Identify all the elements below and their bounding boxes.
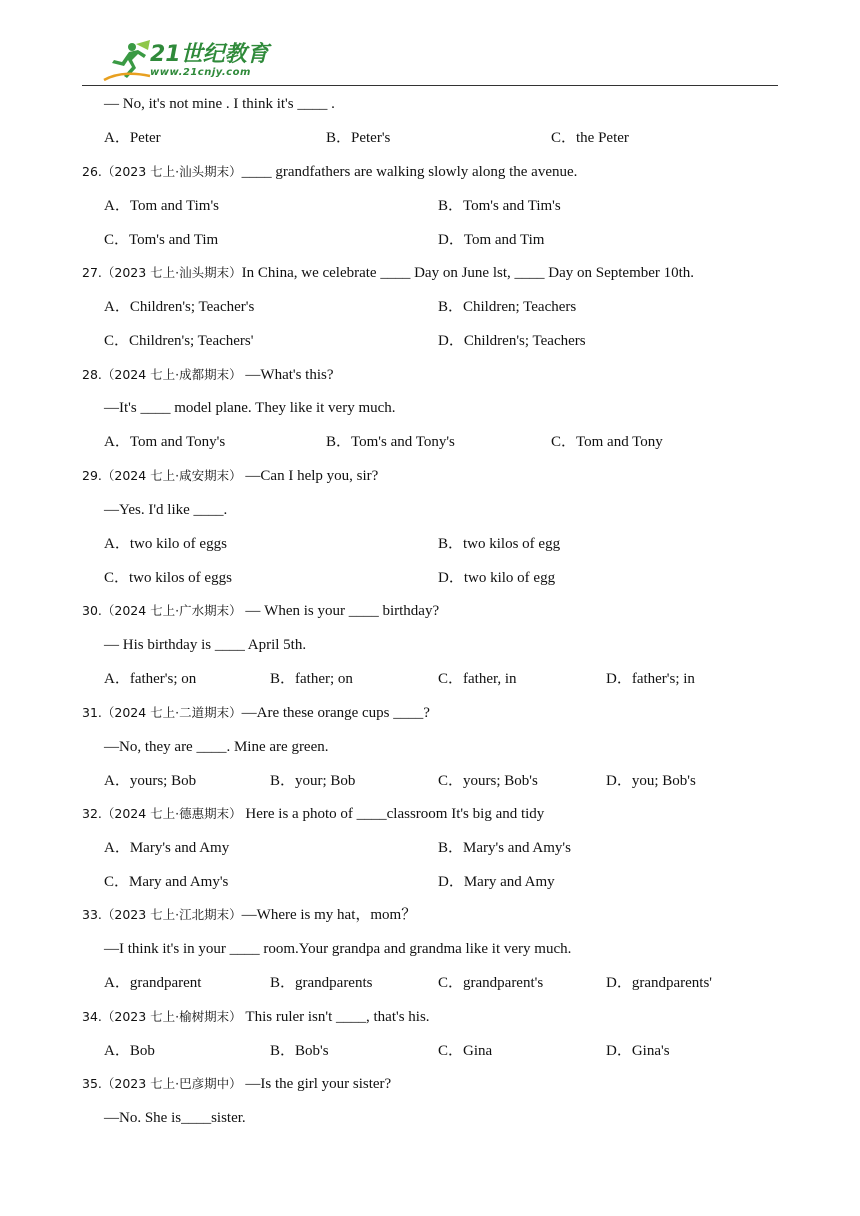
q33-option-a: A．grandparent (104, 975, 202, 991)
q25-option-a: A．Peter (104, 130, 161, 146)
question-30-line-2: — His birthday is ____ April 5th. (104, 637, 307, 653)
q27-option-b: B．Children; Teachers (438, 299, 577, 315)
q26-option-d: D．Tom and Tim (438, 232, 545, 248)
q31-option-a: A．yours; Bob (104, 773, 197, 789)
question-31-line-2: —No, they are ____. Mine are green. (104, 739, 329, 755)
q26-option-b: B．Tom's and Tim's (438, 198, 561, 214)
header-divider (82, 85, 778, 86)
q27-option-c: C．Children's; Teachers' (104, 333, 254, 349)
q32-option-a: A．Mary's and Amy (104, 840, 230, 856)
q34-option-b: B．Bob's (270, 1043, 329, 1059)
q31-option-c: C．yours; Bob's (438, 773, 538, 789)
question-30: 30.（2024 七上·广水期末） — When is your ____ birthday? (82, 603, 440, 619)
q27-option-a: A．Children's; Teacher's (104, 299, 255, 315)
q29-option-a: A．two kilo of eggs (104, 536, 227, 552)
q34-option-d: D．Gina's (606, 1043, 670, 1059)
question-34: 34.（2023 七上·榆树期末） This ruler isn't ____, that's his. (82, 1009, 430, 1025)
q34-option-a: A．Bob (104, 1043, 155, 1059)
question-28-line-2: —It's ____ model plane. They like it very much. (104, 400, 396, 416)
q28-option-b: B．Tom's and Tony's (326, 434, 455, 450)
question-33-line-2: —I think it's in your ____ room.Your grandpa and grandma like it very much. (104, 941, 572, 957)
question-35-line-2: —No. She is____sister. (104, 1110, 246, 1126)
question-29: 29.（2024 七上·咸安期末） —Can I help you, sir? (82, 468, 379, 484)
q30-option-d: D．father's; in (606, 671, 695, 687)
q31-option-b: B．your; Bob (270, 773, 356, 789)
question-26: 26.（2023 七上·汕头期末）____ grandfathers are walking slowly along the avenue. (82, 164, 578, 180)
question-33: 33.（2023 七上·江北期末）—Where is my hat，mom？ (82, 907, 417, 923)
q32-option-d: D．Mary and Amy (438, 874, 555, 890)
q27-option-d: D．Children's; Teachers (438, 333, 586, 349)
q29-option-b: B．two kilos of egg (438, 536, 561, 552)
q30-option-c: C．father, in (438, 671, 517, 687)
question-31: 31.（2024 七上·二道期末）—Are these orange cups ____? (82, 705, 430, 721)
q30-option-b: B．father; on (270, 671, 353, 687)
logo (102, 40, 269, 82)
q33-option-d: D．grandparents' (606, 975, 713, 991)
q26-option-c: C．Tom's and Tim (104, 232, 219, 248)
question-25-continuation: — No, it's not mine . I think it's ____ . (104, 96, 335, 112)
q28-option-c: C．Tom and Tony (551, 434, 663, 450)
q29-option-c: C．two kilos of eggs (104, 570, 232, 586)
q34-option-c: C．Gina (438, 1043, 493, 1059)
q28-option-a: A．Tom and Tony's (104, 434, 226, 450)
q25-option-c: C．the Peter (551, 130, 629, 146)
q30-option-a: A．father's; on (104, 671, 197, 687)
question-27: 27.（2023 七上·汕头期末）In China, we celebrate ____ Day on June lst, ____ Day on September 10th. (82, 265, 695, 281)
question-28: 28.（2024 七上·成都期末） —What's this? (82, 367, 334, 383)
q33-option-b: B．grandparents (270, 975, 373, 991)
page-header (102, 40, 778, 86)
q33-option-c: C．grandparent's (438, 975, 544, 991)
question-32: 32.（2024 七上·德惠期末） Here is a photo of ____classroom It's big and tidy (82, 806, 545, 822)
q31-option-d: D．you; Bob's (606, 773, 696, 789)
question-35: 35.（2023 七上·巴彦期中） —Is the girl your sister? (82, 1076, 392, 1092)
q26-option-a: A．Tom and Tim's (104, 198, 220, 214)
q29-option-d: D．two kilo of egg (438, 570, 556, 586)
logo-url: www.21cnjy.com (150, 67, 251, 78)
runner-logo-icon (102, 40, 154, 82)
q32-option-b: B．Mary's and Amy's (438, 840, 571, 856)
q32-option-c: C．Mary and Amy's (104, 874, 229, 890)
question-29-line-2: —Yes. I'd like ____. (104, 502, 228, 518)
q25-option-b: B．Peter's (326, 130, 391, 146)
logo-title: 21世纪教育 (150, 42, 269, 67)
